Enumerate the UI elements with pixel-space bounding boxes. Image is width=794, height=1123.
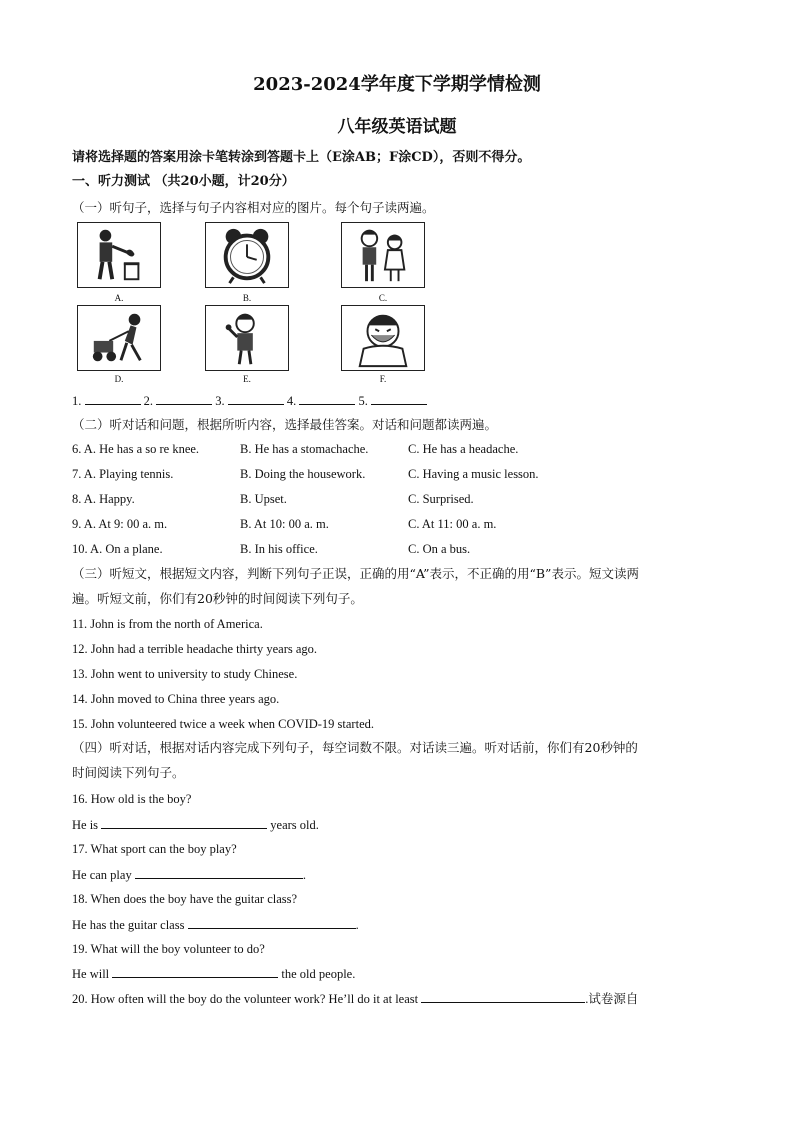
- sick-boy-icon: [342, 306, 424, 370]
- question-17: 17. What sport can the boy play?: [72, 842, 237, 856]
- question-7-option-c: C. Having a music lesson.: [408, 467, 539, 481]
- answer-instruction: 请将选择题的答案用涂卡笔转涂到答题卡上（E涂AB；F涂CD），否则不得分。: [72, 150, 531, 165]
- question-6-option-c: C. He has a headache.: [408, 442, 519, 456]
- question-6-option-b: B. He has a stomachache.: [240, 442, 369, 456]
- answer-18-prefix: He has the guitar class: [72, 918, 185, 932]
- couple-icon: [342, 223, 424, 287]
- picture-a-label: A.: [114, 293, 124, 303]
- section-heading: 一、听力测试 （共20小题，计20分）: [72, 174, 295, 189]
- answer-18-blank[interactable]: [188, 916, 356, 929]
- man-lawnmower-icon: [78, 306, 160, 370]
- answer-blank[interactable]: [85, 392, 141, 405]
- exam-title: 2023-2024学年度下学期学情检测: [253, 74, 541, 95]
- part4-instruction-line2: 时间阅读下列句子。: [72, 765, 185, 780]
- question-16: 16. How old is the boy?: [72, 792, 192, 806]
- answer-18: [72, 916, 359, 933]
- part1-instruction: （一）听句子，选择与句子内容相对应的图片。每个句子读两遍。: [72, 200, 435, 215]
- question-7-option-b: B. Doing the housework.: [240, 467, 366, 481]
- picture-e-label: E.: [243, 374, 251, 384]
- answer-16-prefix: He is: [72, 818, 99, 832]
- answer-16-suffix: years old.: [270, 818, 319, 832]
- answer-19-prefix: He will: [72, 967, 110, 981]
- answer-blank[interactable]: [228, 392, 284, 405]
- picture-b-label: B.: [242, 293, 252, 303]
- answer-number: 3.: [215, 394, 225, 408]
- question-20: [72, 990, 638, 1007]
- answer-19-suffix: the old people.: [281, 967, 356, 981]
- statement-11: 11. John is from the north of America.: [72, 617, 263, 631]
- question-9-option-a: 9. A. At 9: 00 a. m.: [72, 517, 168, 531]
- question-7-option-a: 7. A. Playing tennis.: [72, 467, 174, 481]
- picture-a: [77, 222, 161, 288]
- answer-blank[interactable]: [371, 392, 427, 405]
- exam-subtitle: 八年级英语试题: [337, 117, 457, 137]
- picture-c-label: C.: [378, 293, 388, 303]
- question-9-option-b: B. At 10: 00 a. m.: [240, 517, 329, 531]
- question-10-option-c: C. On a bus.: [408, 542, 471, 556]
- question-19: 19. What will the boy volunteer to do?: [72, 942, 265, 956]
- answer-17-blank[interactable]: [135, 866, 303, 879]
- boy-singing-icon: [206, 306, 288, 370]
- answer-20-blank[interactable]: [421, 990, 585, 1003]
- answer-17-suffix: .: [302, 868, 306, 882]
- answer-17-prefix: He can play: [72, 868, 132, 882]
- picture-d: [77, 305, 161, 371]
- part2-instruction: （二）听对话和问题，根据所听内容，选择最佳答案。对话和问题都读两遍。: [72, 417, 498, 432]
- answer-18-suffix: .: [355, 918, 359, 932]
- answer-blank[interactable]: [156, 392, 212, 405]
- alarm-clock-icon: [206, 223, 288, 287]
- answer-line-1-5: [72, 392, 427, 409]
- part3-instruction-line2: 遍。听短文前，你们有20秒钟的时间阅读下列句子。: [72, 591, 363, 606]
- answer-blank[interactable]: [299, 392, 355, 405]
- question-8-option-c: C. Surprised.: [408, 492, 474, 506]
- question-10-option-a: 10. A. On a plane.: [72, 542, 163, 556]
- answer-number: 1.: [72, 394, 82, 408]
- picture-b: [205, 222, 289, 288]
- statement-15: 15. John volunteered twice a week when COVID-19 started.: [72, 717, 374, 731]
- answer-19: [72, 965, 355, 982]
- picture-e: [205, 305, 289, 371]
- answer-19-blank[interactable]: [112, 965, 278, 978]
- man-trash-icon: [78, 223, 160, 287]
- question-18: 18. When does the boy have the guitar class?: [72, 892, 298, 906]
- part3-instruction-line1: （三）听短文，根据短文内容，判断下列句子正误，正确的用“A”表示，不正确的用“B”表示。短文读两: [72, 566, 639, 581]
- question-8-option-a: 8. A. Happy.: [72, 492, 135, 506]
- answer-17: [72, 866, 306, 883]
- picture-f-label: F.: [379, 374, 387, 384]
- part4-instruction-line1: （四）听对话，根据对话内容完成下列句子，每空词数不限。对话读三遍。听对话前，你们有20秒钟的: [72, 740, 638, 755]
- question-9-option-c: C. At 11: 00 a. m.: [408, 517, 497, 531]
- question-10-option-b: B. In his office.: [240, 542, 318, 556]
- statement-14: 14. John moved to China three years ago.: [72, 692, 280, 706]
- statement-13: 13. John went to university to study Chinese.: [72, 667, 298, 681]
- answer-number: 5.: [358, 394, 368, 408]
- question-6-option-a: 6. A. He has a so re knee.: [72, 442, 200, 456]
- picture-f: [341, 305, 425, 371]
- picture-c: [341, 222, 425, 288]
- answer-number: 4.: [286, 394, 297, 408]
- answer-16-blank[interactable]: [101, 816, 267, 829]
- question-20-suffix: .试卷源自: [585, 992, 639, 1006]
- statement-12: 12. John had a terrible headache thirty years ago.: [72, 642, 318, 656]
- answer-number: 2.: [143, 394, 153, 408]
- answer-16: [72, 816, 319, 833]
- question-20-text: 20. How often will the boy do the volunteer work? He’ll do it at least: [72, 992, 419, 1006]
- question-8-option-b: B. Upset.: [240, 492, 287, 506]
- picture-d-label: D.: [114, 374, 124, 384]
